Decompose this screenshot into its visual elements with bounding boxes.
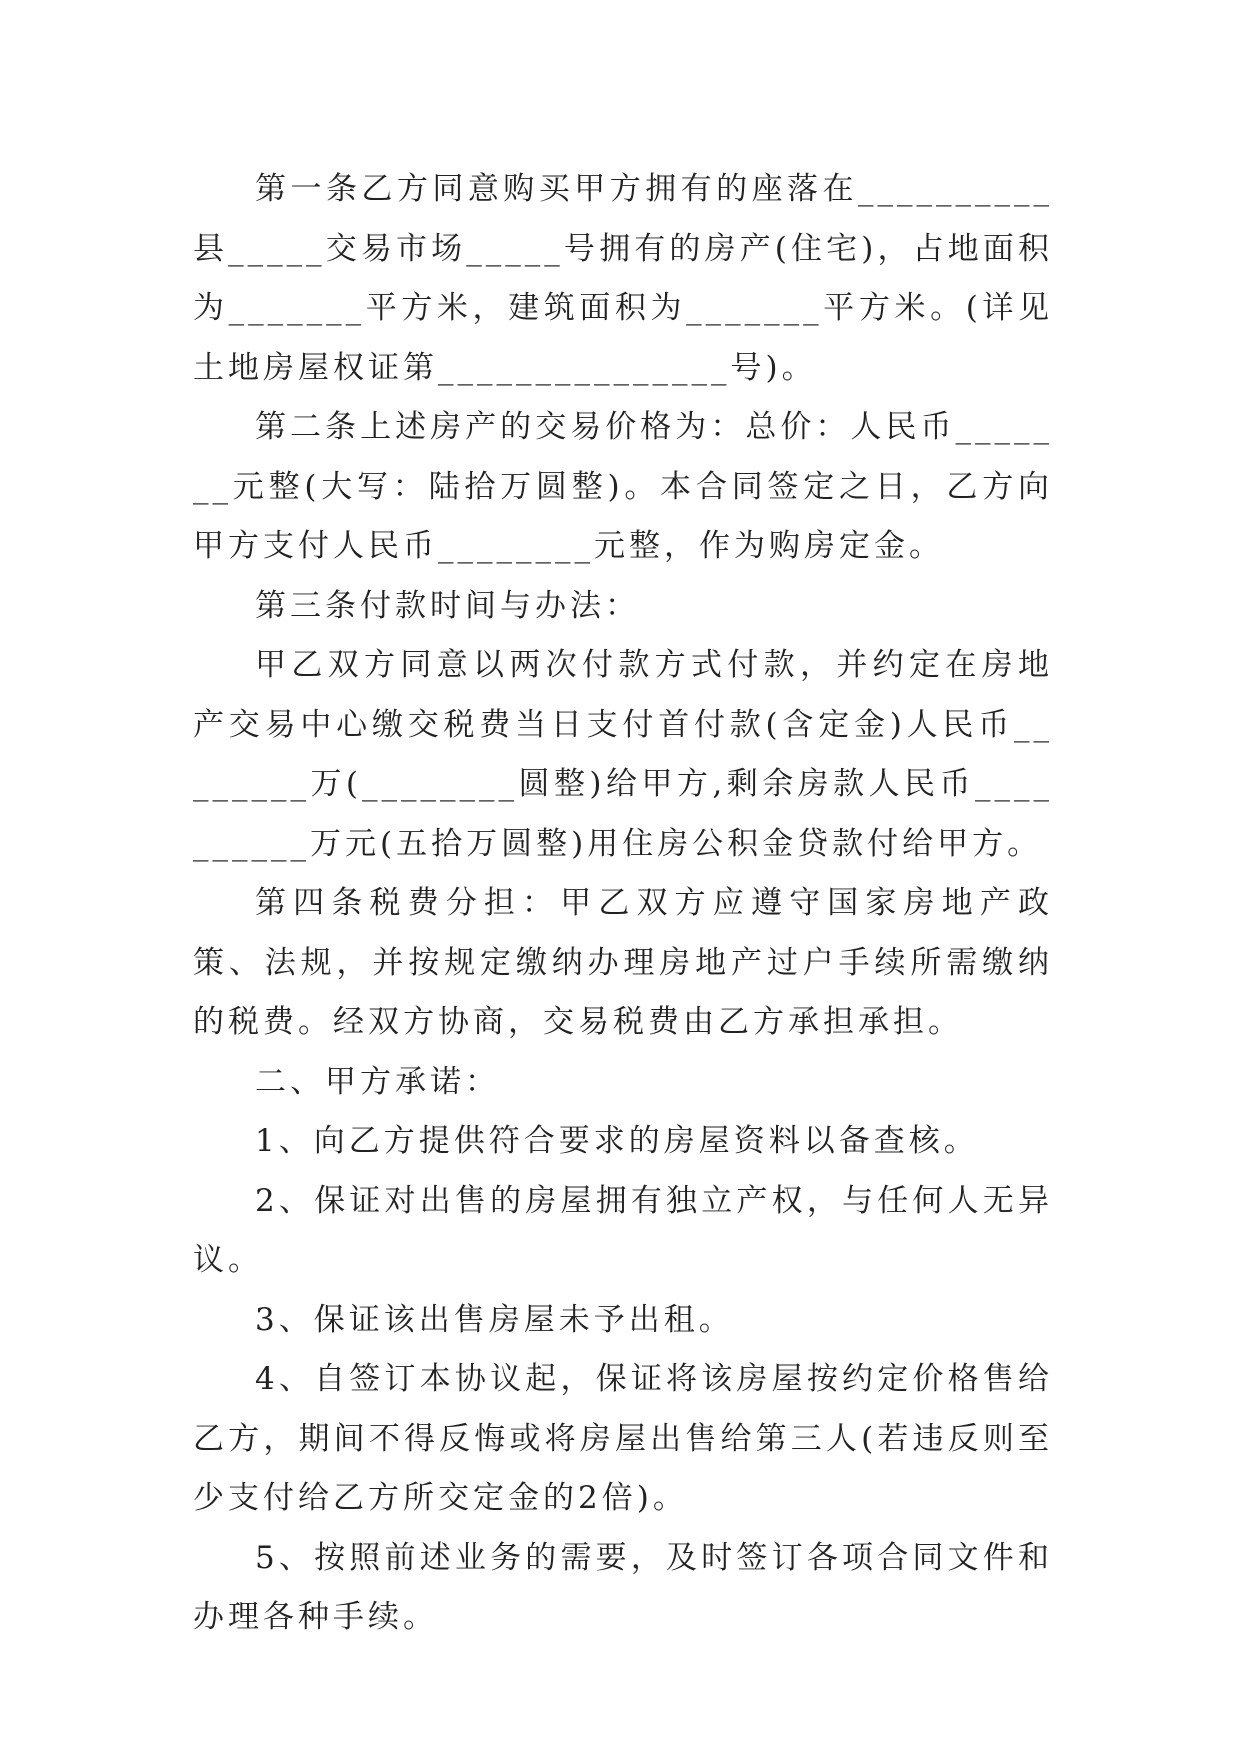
document-body xyxy=(193,160,1053,1648)
section-2-heading: 二、甲方承诺： xyxy=(255,1063,500,1100)
clause-1-paragraph: 第一条乙方同意购买甲方拥有的座落在__________县_____交易市场_____号拥有的房产(住宅)，占地面积为_______平方米，建筑面积为_______平方米。(详见土地房屋权证第_______________号)。 xyxy=(193,171,1053,386)
clause-3-paragraph: 甲乙双方同意以两次付款方式付款，并约定在房地产交易中心缴交税费当日支付首付款(含定金)人民币________万(________圆整)给甲方,剩余房款人民币__________万元(五拾万圆整)用住房公积金贷款付给甲方。 xyxy=(193,647,1053,862)
promise-item-2: 2、保证对出售的房屋拥有独立产权，与任何人无异议。 xyxy=(193,1182,1053,1278)
promise-item-3: 3、保证该出售房屋未予出租。 xyxy=(255,1301,734,1338)
clause-2-paragraph: 第二条上述房产的交易价格为：总价：人民币_______元整(大写：陆拾万圆整)。本合同签定之日，乙方向甲方支付人民币________元整，作为购房定金。 xyxy=(193,409,1053,564)
promise-item-1: 1、向乙方提供符合要求的房屋资料以备查核。 xyxy=(255,1123,979,1159)
promise-item-4: 4、自签订本协议起，保证将该房屋按约定价格售给乙方，期间不得反悔或将房屋出售给第三人(若违反则至少支付给乙方所交定金的2倍)。 xyxy=(193,1361,1053,1516)
clause-3-heading: 第三条付款时间与办法： xyxy=(255,587,640,624)
clause-4-paragraph: 第四条税费分担：甲乙双方应遵守国家房地产政策、法规，并按规定缴纳办理房地产过户手续所需缴纳的税费。经双方协商，交易税费由乙方承担承担。 xyxy=(193,885,1053,1040)
promise-item-5: 5、按照前述业务的需要，及时签订各项合同文件和办理各种手续。 xyxy=(193,1539,1053,1635)
